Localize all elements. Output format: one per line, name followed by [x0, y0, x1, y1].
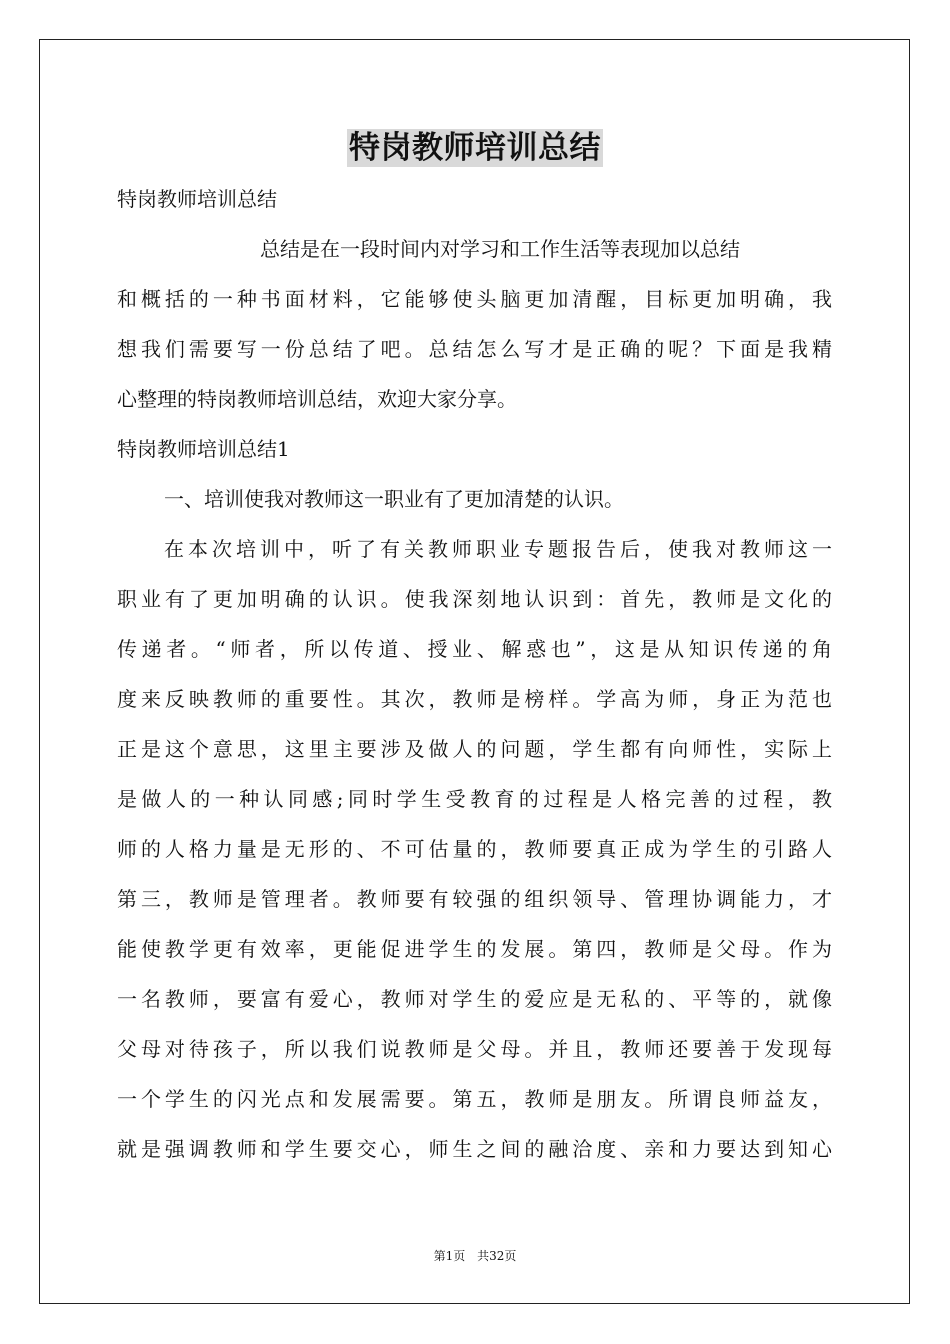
- paragraph-line: 父母对待孩子，所以我们说教师是父母。并且，教师还要善于发现每: [117, 1037, 832, 1061]
- paragraph-line: 想我们需要写一份总结了吧。总结怎么写才是正确的呢？下面是我精: [117, 337, 832, 361]
- page-total: 共32页: [477, 1249, 517, 1263]
- paragraph-line: 和概括的一种书面材料，它能够使头脑更加清醒，目标更加明确，我: [117, 287, 832, 311]
- page-border: [39, 39, 910, 1304]
- document-subtitle: 特岗教师培训总结: [117, 187, 277, 211]
- paragraph-line: 师的人格力量是无形的、不可估量的，教师要真正成为学生的引路人: [117, 837, 832, 861]
- paragraph-line: 职业有了更加明确的认识。使我深刻地认识到：首先，教师是文化的: [117, 587, 832, 611]
- paragraph-line: 度来反映教师的重要性。其次，教师是榜样。学高为师，身正为范也: [117, 687, 832, 711]
- paragraph-line: 是做人的一种认同感;同时学生受教育的过程是人格完善的过程，教: [117, 787, 832, 811]
- paragraph-line: 传递者。“师者，所以传道、授业、解惑也”，这是从知识传递的角: [117, 637, 832, 661]
- paragraph-line: 心整理的特岗教师培训总结，欢迎大家分享。: [117, 387, 517, 411]
- page-footer: [0, 1248, 950, 1264]
- paragraph-line: 在本次培训中，听了有关教师职业专题报告后，使我对教师这一: [164, 537, 832, 561]
- page-number: 第1页: [433, 1249, 466, 1263]
- section-heading: 特岗教师培训总结1: [117, 437, 290, 461]
- paragraph-line: 正是这个意思，这里主要涉及做人的问题，学生都有向师性，实际上: [117, 737, 832, 761]
- paragraph-line: 一名教师，要富有爱心，教师对学生的爱应是无私的、平等的，就像: [117, 987, 832, 1011]
- document-title: 特岗教师培训总结: [349, 130, 601, 166]
- paragraph-line: 就是强调教师和学生要交心，师生之间的融洽度、亲和力要达到知心: [117, 1137, 832, 1161]
- paragraph-line: 一个学生的闪光点和发展需要。第五，教师是朋友。所谓良师益友，: [117, 1087, 832, 1111]
- paragraph-line: 第三，教师是管理者。教师要有较强的组织领导、管理协调能力，才: [117, 887, 832, 911]
- paragraph-line: 一、培训使我对教师这一职业有了更加清楚的认识。: [164, 487, 624, 511]
- paragraph-line: 能使教学更有效率，更能促进学生的发展。第四，教师是父母。作为: [117, 937, 832, 961]
- paragraph-line: 总结是在一段时间内对学习和工作生活等表现加以总结: [260, 237, 740, 261]
- title-container: [0, 129, 950, 167]
